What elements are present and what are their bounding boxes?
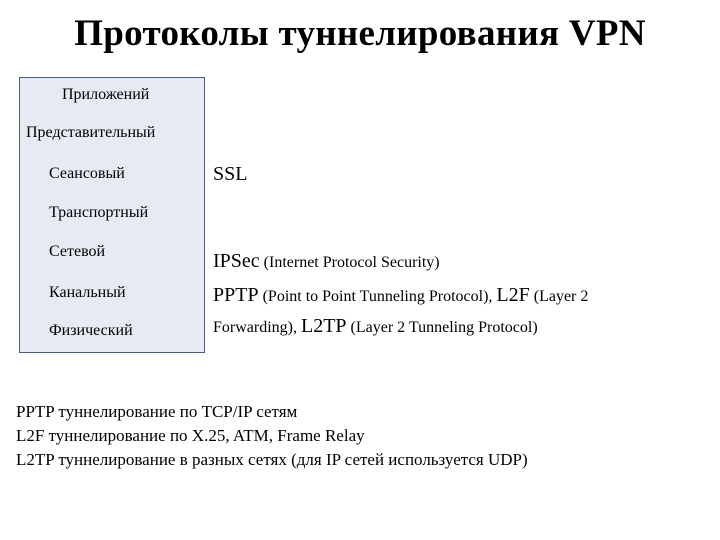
layer-transport: Транспортный xyxy=(49,204,149,221)
note-l2f: L2F туннелирование по X.25, ATM, Frame Relay xyxy=(16,426,365,445)
ipsec-description: (Internet Protocol Security) xyxy=(263,254,440,271)
notes-list xyxy=(16,400,528,472)
pptp-description: (Point to Point Tunneling Protocol), xyxy=(262,288,493,305)
protocol-ssl xyxy=(213,163,247,186)
protocol-pptp-l2f xyxy=(213,284,588,307)
protocol-ipsec xyxy=(213,250,440,273)
layer-network: Сетевой xyxy=(49,243,106,260)
layer-application: Приложений xyxy=(62,86,150,103)
layer-session: Сеансовый xyxy=(49,165,125,182)
page-title: Протоколы туннелирования VPN xyxy=(74,13,646,54)
ipsec-label: IPSec xyxy=(213,250,260,272)
protocol-l2f-l2tp xyxy=(213,315,538,338)
l2tp-label: L2TP xyxy=(300,315,347,337)
layer-presentation: Представительный xyxy=(26,124,156,141)
l2f-label: L2F xyxy=(496,284,530,306)
pptp-label: PPTP xyxy=(213,284,259,306)
layer-physical: Физический xyxy=(49,322,133,339)
layer-datalink: Канальный xyxy=(49,284,126,301)
note-pptp: PPTP туннелирование по TCP/IP сетям xyxy=(16,402,298,421)
l2tp-description: (Layer 2 Tunneling Protocol) xyxy=(350,319,538,336)
ssl-label: SSL xyxy=(213,163,248,185)
l2f-description-part2: Forwarding), xyxy=(213,319,297,336)
note-l2tp: L2TP туннелирование в разных сетях (для IP сетей используется UDP) xyxy=(16,450,528,469)
l2f-description-part1: (Layer 2 xyxy=(533,288,589,305)
